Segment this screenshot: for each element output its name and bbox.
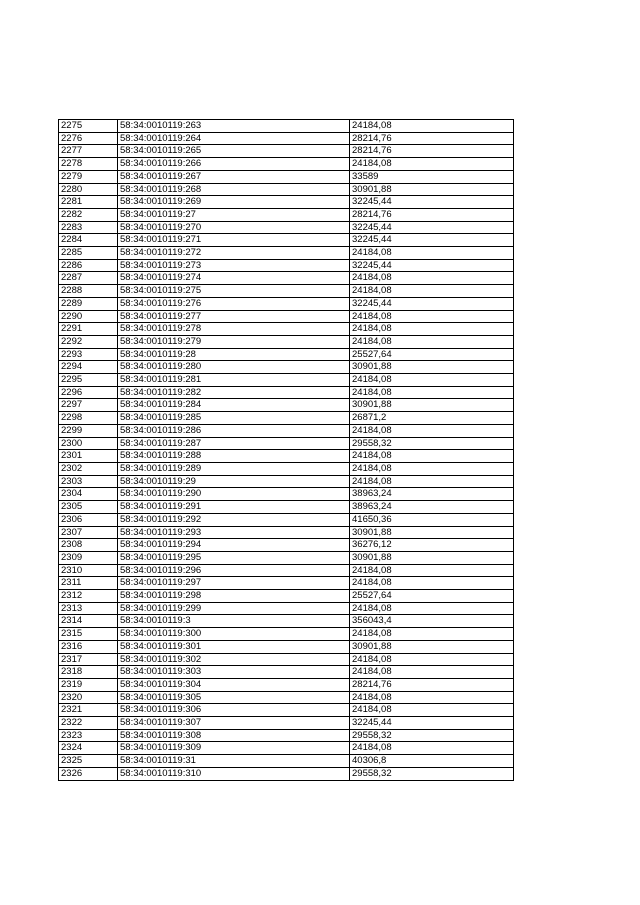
value-cell: 24184,08 (350, 158, 514, 171)
row-number-cell: 2293 (59, 348, 118, 361)
value-cell: 32245,44 (350, 717, 514, 730)
value-cell: 32245,44 (350, 297, 514, 310)
value-cell: 24184,08 (350, 323, 514, 336)
value-cell: 28214,76 (350, 208, 514, 221)
value-cell: 30901,88 (350, 361, 514, 374)
table-row (59, 678, 514, 691)
value-cell: 28214,76 (350, 132, 514, 145)
value-cell: 30901,88 (350, 526, 514, 539)
cadastral-number-cell: 58:34:0010119:307 (118, 717, 350, 730)
cadastral-number-cell: 58:34:0010119:263 (118, 120, 350, 133)
row-number-cell: 2325 (59, 755, 118, 768)
table-row (59, 297, 514, 310)
cadastral-number-cell: 58:34:0010119:287 (118, 437, 350, 450)
cadastral-number-cell: 58:34:0010119:267 (118, 170, 350, 183)
row-number-cell: 2318 (59, 666, 118, 679)
row-number-cell: 2286 (59, 259, 118, 272)
value-cell: 32245,44 (350, 259, 514, 272)
value-cell: 29558,32 (350, 767, 514, 780)
row-number-cell: 2288 (59, 285, 118, 298)
cadastral-number-cell: 58:34:0010119:301 (118, 640, 350, 653)
table-row (59, 462, 514, 475)
table-row (59, 640, 514, 653)
row-number-cell: 2324 (59, 742, 118, 755)
row-number-cell: 2291 (59, 323, 118, 336)
cadastral-number-cell: 58:34:0010119:293 (118, 526, 350, 539)
cadastral-number-cell: 58:34:0010119:264 (118, 132, 350, 145)
table-row (59, 323, 514, 336)
row-number-cell: 2304 (59, 488, 118, 501)
cadastral-number-cell: 58:34:0010119:274 (118, 272, 350, 285)
table-row (59, 348, 514, 361)
value-cell: 30901,88 (350, 551, 514, 564)
table-row (59, 208, 514, 221)
value-cell: 24184,08 (350, 602, 514, 615)
cadastral-number-cell: 58:34:0010119:284 (118, 399, 350, 412)
table-row (59, 272, 514, 285)
cadastral-number-cell: 58:34:0010119:280 (118, 361, 350, 374)
row-number-cell: 2306 (59, 513, 118, 526)
value-cell: 32245,44 (350, 196, 514, 209)
value-cell: 25527,64 (350, 348, 514, 361)
row-number-cell: 2314 (59, 615, 118, 628)
row-number-cell: 2296 (59, 386, 118, 399)
cadastral-number-cell: 58:34:0010119:304 (118, 678, 350, 691)
row-number-cell: 2299 (59, 424, 118, 437)
row-number-cell: 2302 (59, 462, 118, 475)
table-row (59, 717, 514, 730)
cadastral-number-cell: 58:34:0010119:300 (118, 628, 350, 641)
value-cell: 24184,08 (350, 564, 514, 577)
cadastral-number-cell: 58:34:0010119:295 (118, 551, 350, 564)
table-row (59, 602, 514, 615)
cadastral-number-cell: 58:34:0010119:292 (118, 513, 350, 526)
cadastral-number-cell: 58:34:0010119:265 (118, 145, 350, 158)
row-number-cell: 2307 (59, 526, 118, 539)
cadastral-number-cell: 58:34:0010119:297 (118, 577, 350, 590)
cadastral-number-cell: 58:34:0010119:296 (118, 564, 350, 577)
cadastral-number-cell: 58:34:0010119:291 (118, 501, 350, 514)
row-number-cell: 2292 (59, 335, 118, 348)
value-cell: 24184,08 (350, 742, 514, 755)
cadastral-number-cell: 58:34:0010119:276 (118, 297, 350, 310)
value-cell: 24184,08 (350, 691, 514, 704)
table-row (59, 539, 514, 552)
cadastral-number-cell: 58:34:0010119:309 (118, 742, 350, 755)
row-number-cell: 2297 (59, 399, 118, 412)
cadastral-number-cell: 58:34:0010119:294 (118, 539, 350, 552)
row-number-cell: 2281 (59, 196, 118, 209)
value-cell: 356043,4 (350, 615, 514, 628)
table-row (59, 120, 514, 133)
row-number-cell: 2277 (59, 145, 118, 158)
table-row (59, 450, 514, 463)
table-row (59, 221, 514, 234)
row-number-cell: 2315 (59, 628, 118, 641)
row-number-cell: 2283 (59, 221, 118, 234)
row-number-cell: 2276 (59, 132, 118, 145)
value-cell: 38963,24 (350, 488, 514, 501)
cadastral-number-cell: 58:34:0010119:299 (118, 602, 350, 615)
row-number-cell: 2309 (59, 551, 118, 564)
cadastral-number-cell: 58:34:0010119:273 (118, 259, 350, 272)
row-number-cell: 2319 (59, 678, 118, 691)
cadastral-number-cell: 58:34:0010119:298 (118, 590, 350, 603)
table-row (59, 691, 514, 704)
row-number-cell: 2298 (59, 412, 118, 425)
value-cell: 24184,08 (350, 247, 514, 260)
row-number-cell: 2305 (59, 501, 118, 514)
cadastral-number-cell: 58:34:0010119:305 (118, 691, 350, 704)
row-number-cell: 2326 (59, 767, 118, 780)
cadastral-number-cell: 58:34:0010119:271 (118, 234, 350, 247)
cadastral-number-cell: 58:34:0010119:285 (118, 412, 350, 425)
table-row (59, 767, 514, 780)
cadastral-number-cell: 58:34:0010119:288 (118, 450, 350, 463)
value-cell: 32245,44 (350, 234, 514, 247)
table-row (59, 755, 514, 768)
cadastral-number-cell: 58:34:0010119:310 (118, 767, 350, 780)
table-body (59, 120, 514, 781)
value-cell: 24184,08 (350, 577, 514, 590)
table-row (59, 424, 514, 437)
cadastral-number-cell: 58:34:0010119:286 (118, 424, 350, 437)
table-row (59, 386, 514, 399)
value-cell: 24184,08 (350, 475, 514, 488)
row-number-cell: 2275 (59, 120, 118, 133)
row-number-cell: 2311 (59, 577, 118, 590)
table-row (59, 259, 514, 272)
table-row (59, 742, 514, 755)
table-row (59, 145, 514, 158)
table-row (59, 335, 514, 348)
table-row (59, 374, 514, 387)
value-cell: 24184,08 (350, 285, 514, 298)
table-row (59, 170, 514, 183)
row-number-cell: 2290 (59, 310, 118, 323)
value-cell: 24184,08 (350, 335, 514, 348)
row-number-cell: 2303 (59, 475, 118, 488)
value-cell: 33589 (350, 170, 514, 183)
row-number-cell: 2285 (59, 247, 118, 260)
cadastral-number-cell: 58:34:0010119:289 (118, 462, 350, 475)
table-row (59, 361, 514, 374)
row-number-cell: 2321 (59, 704, 118, 717)
value-cell: 24184,08 (350, 462, 514, 475)
cadastral-number-cell: 58:34:0010119:3 (118, 615, 350, 628)
value-cell: 41650,36 (350, 513, 514, 526)
row-number-cell: 2317 (59, 653, 118, 666)
table-row (59, 412, 514, 425)
value-cell: 28214,76 (350, 678, 514, 691)
table-row (59, 729, 514, 742)
value-cell: 24184,08 (350, 666, 514, 679)
value-cell: 24184,08 (350, 704, 514, 717)
table-row (59, 247, 514, 260)
value-cell: 24184,08 (350, 272, 514, 285)
row-number-cell: 2295 (59, 374, 118, 387)
table-row (59, 183, 514, 196)
cadastral-number-cell: 58:34:0010119:28 (118, 348, 350, 361)
table-row (59, 285, 514, 298)
table-row (59, 666, 514, 679)
value-cell: 30901,88 (350, 183, 514, 196)
row-number-cell: 2278 (59, 158, 118, 171)
table-row (59, 437, 514, 450)
table-row (59, 526, 514, 539)
table-row (59, 704, 514, 717)
table-row (59, 132, 514, 145)
cadastral-number-cell: 58:34:0010119:275 (118, 285, 350, 298)
table-row (59, 628, 514, 641)
table-row (59, 310, 514, 323)
cadastral-number-cell: 58:34:0010119:266 (118, 158, 350, 171)
value-cell: 25527,64 (350, 590, 514, 603)
row-number-cell: 2316 (59, 640, 118, 653)
value-cell: 24184,08 (350, 386, 514, 399)
value-cell: 28214,76 (350, 145, 514, 158)
cadastral-number-cell: 58:34:0010119:303 (118, 666, 350, 679)
value-cell: 24184,08 (350, 653, 514, 666)
row-number-cell: 2310 (59, 564, 118, 577)
value-cell: 24184,08 (350, 310, 514, 323)
table-row (59, 615, 514, 628)
cadastral-number-cell: 58:34:0010119:272 (118, 247, 350, 260)
row-number-cell: 2323 (59, 729, 118, 742)
table-row (59, 196, 514, 209)
row-number-cell: 2284 (59, 234, 118, 247)
row-number-cell: 2322 (59, 717, 118, 730)
row-number-cell: 2308 (59, 539, 118, 552)
cadastral-number-cell: 58:34:0010119:282 (118, 386, 350, 399)
value-cell: 30901,88 (350, 399, 514, 412)
table-row (59, 234, 514, 247)
value-cell: 24184,08 (350, 120, 514, 133)
cadastral-number-cell: 58:34:0010119:31 (118, 755, 350, 768)
data-table (58, 119, 514, 781)
cadastral-number-cell: 58:34:0010119:29 (118, 475, 350, 488)
cadastral-number-cell: 58:34:0010119:270 (118, 221, 350, 234)
value-cell: 29558,32 (350, 437, 514, 450)
value-cell: 24184,08 (350, 374, 514, 387)
table-row (59, 513, 514, 526)
row-number-cell: 2300 (59, 437, 118, 450)
cadastral-number-cell: 58:34:0010119:308 (118, 729, 350, 742)
table-row (59, 488, 514, 501)
table-row (59, 564, 514, 577)
row-number-cell: 2320 (59, 691, 118, 704)
value-cell: 30901,88 (350, 640, 514, 653)
row-number-cell: 2282 (59, 208, 118, 221)
cadastral-number-cell: 58:34:0010119:269 (118, 196, 350, 209)
cadastral-number-cell: 58:34:0010119:27 (118, 208, 350, 221)
value-cell: 24184,08 (350, 450, 514, 463)
row-number-cell: 2312 (59, 590, 118, 603)
value-cell: 32245,44 (350, 221, 514, 234)
row-number-cell: 2287 (59, 272, 118, 285)
row-number-cell: 2313 (59, 602, 118, 615)
cadastral-number-cell: 58:34:0010119:277 (118, 310, 350, 323)
value-cell: 29558,32 (350, 729, 514, 742)
table-row (59, 551, 514, 564)
cadastral-number-cell: 58:34:0010119:306 (118, 704, 350, 717)
row-number-cell: 2280 (59, 183, 118, 196)
cadastral-number-cell: 58:34:0010119:290 (118, 488, 350, 501)
cadastral-number-cell: 58:34:0010119:279 (118, 335, 350, 348)
value-cell: 24184,08 (350, 628, 514, 641)
table-row (59, 399, 514, 412)
value-cell: 26871,2 (350, 412, 514, 425)
table-row (59, 501, 514, 514)
value-cell: 40306,8 (350, 755, 514, 768)
value-cell: 24184,08 (350, 424, 514, 437)
table-row (59, 577, 514, 590)
cadastral-number-cell: 58:34:0010119:268 (118, 183, 350, 196)
table-row (59, 158, 514, 171)
cadastral-number-cell: 58:34:0010119:278 (118, 323, 350, 336)
row-number-cell: 2279 (59, 170, 118, 183)
table-row (59, 653, 514, 666)
row-number-cell: 2289 (59, 297, 118, 310)
row-number-cell: 2294 (59, 361, 118, 374)
cadastral-number-cell: 58:34:0010119:302 (118, 653, 350, 666)
value-cell: 38963,24 (350, 501, 514, 514)
value-cell: 36276,12 (350, 539, 514, 552)
row-number-cell: 2301 (59, 450, 118, 463)
cadastral-number-cell: 58:34:0010119:281 (118, 374, 350, 387)
table-row (59, 590, 514, 603)
table-row (59, 475, 514, 488)
